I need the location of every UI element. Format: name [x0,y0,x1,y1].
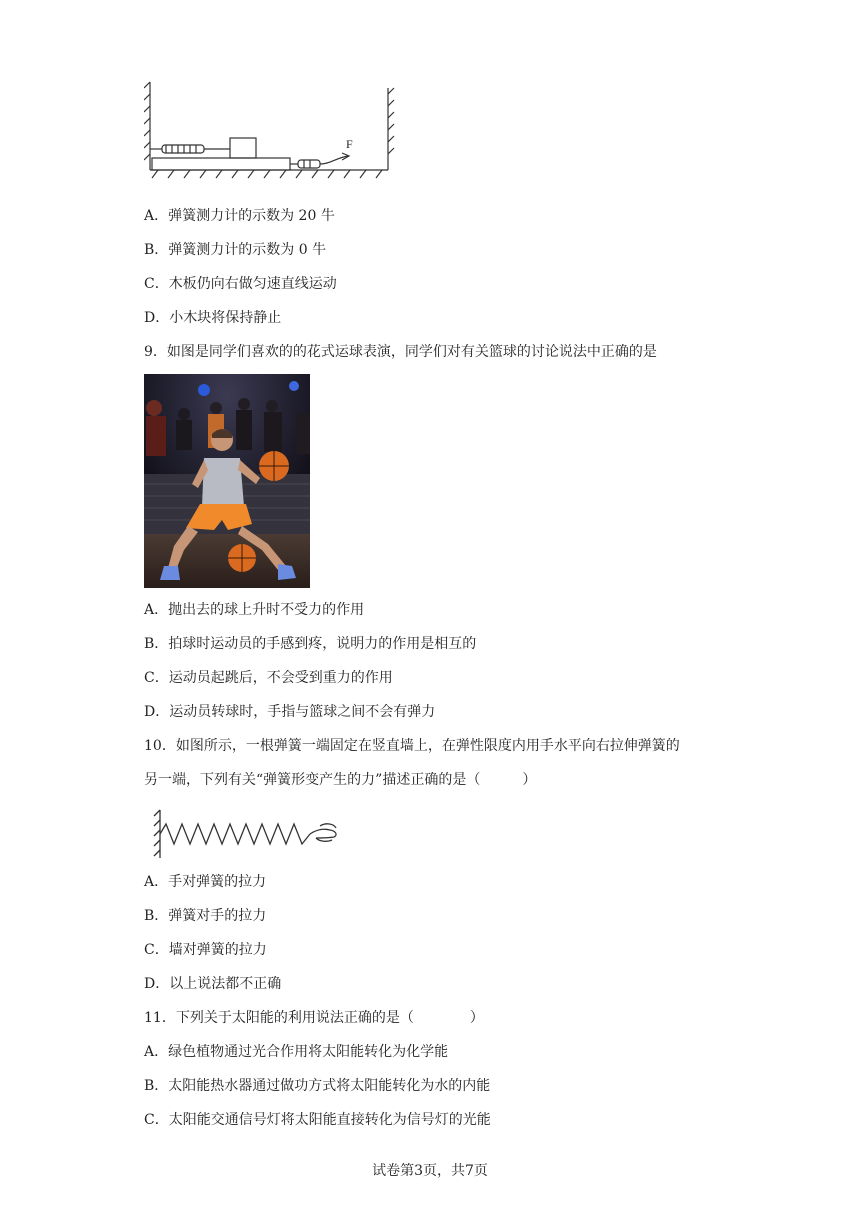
page-footer: 试卷第3页，共7页 [372,1163,488,1179]
q9-option-a: A．抛出去的球上升时不受力的作用 [144,602,365,618]
q11-option-c: C．太阳能交通信号灯将太阳能直接转化为信号灯的光能 [144,1112,491,1128]
q10-option-a: A．手对弹簧的拉力 [144,874,267,890]
q10-spring-wall-figure [150,804,346,864]
q9-option-b: B．拍球时运动员的手感到疼，说明力的作用是相互的 [144,636,477,652]
q10-stem-line2: 另一端，下列有关“弹簧形变产生的力”描述正确的是（ ） [144,772,537,788]
q10-option-b: B．弹簧对手的拉力 [144,908,267,924]
q8-option-c: C．木板仍向右做匀速直线运动 [144,276,337,292]
q11-stem: 11．下列关于太阳能的利用说法正确的是（ ） [144,1010,484,1026]
q11-option-b: B．太阳能热水器通过做功方式将太阳能转化为水的内能 [144,1078,491,1094]
q9-stem: 9．如图是同学们喜欢的的花式运球表演，同学们对有关篮球的讨论说法中正确的是 [144,344,657,360]
q8-option-d: D．小木块将保持静止 [144,310,282,326]
q9-option-d: D．运动员转球时，手指与篮球之间不会有弹力 [144,704,436,720]
q10-option-c: C．墙对弹簧的拉力 [144,942,267,958]
q8-figure-spring-scale-board [144,78,400,186]
q9-basketball-photo [144,374,310,588]
q10-option-d: D．以上说法都不正确 [144,976,282,992]
q11-option-a: A．绿色植物通过光合作用将太阳能转化为化学能 [144,1044,449,1060]
q10-stem-line1: 10．如图所示，一根弹簧一端固定在竖直墙上，在弹性限度内用手水平向右拉伸弹簧的 [144,738,680,754]
force-label: F [346,137,353,151]
q8-option-b: B．弹簧测力计的示数为 0 牛 [144,242,327,258]
q8-option-a: A．弹簧测力计的示数为 20 牛 [144,208,335,224]
q9-option-c: C．运动员起跳后，不会受到重力的作用 [144,670,393,686]
